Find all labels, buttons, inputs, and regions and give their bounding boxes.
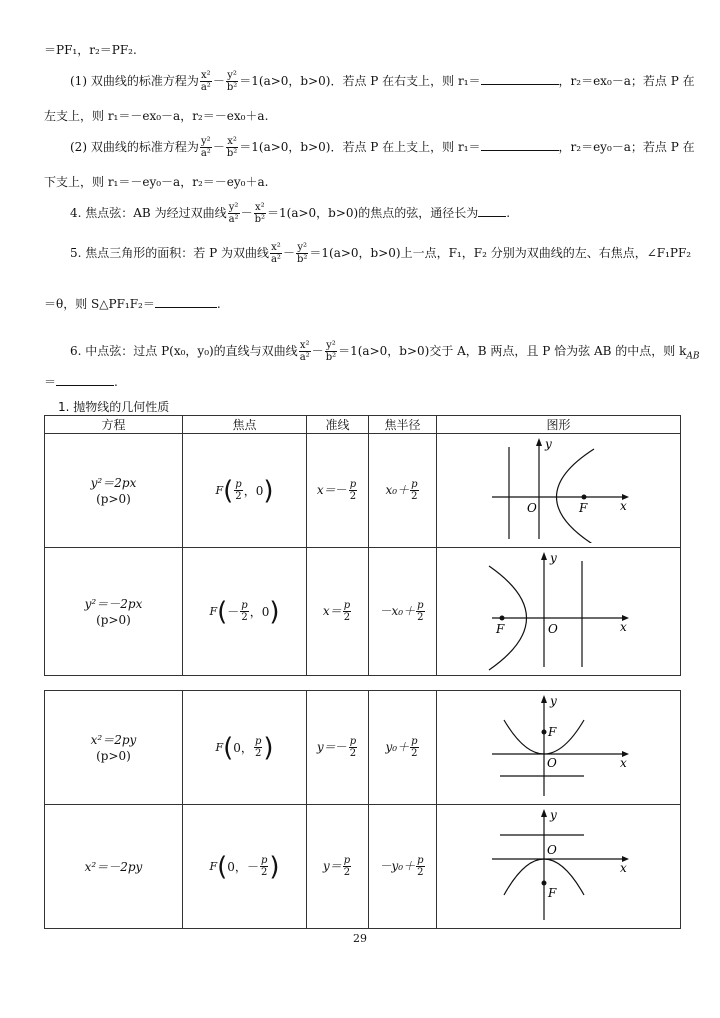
cell-graph [437,548,681,676]
cell-directrix: y＝ $\frac{p}{2}$ [307,805,369,929]
table-row [45,805,681,929]
midpoint-chord: 6. 中点弦：过点 P(x₀，y₀)的直线与双曲线 $\frac{\text{x²}}{\text{a²}}$ － $\frac{\text{y²}}{\text{b²}}$ ＝1(a>0，b>0)交于 A，B 两点，且 P 恰为弦 AB 的中点，则 $k_{AB}$ [70,340,700,363]
origin-label: O [547,622,558,636]
origin-label: O [546,843,557,857]
header-equation: 方程 [45,416,183,434]
y-axis-label: y [549,551,557,565]
origin-label: O [546,756,557,770]
parabola-graph-up [484,692,634,800]
section-title: 1. 抛物线的几何性质 [58,400,170,414]
parabola-graph-left [484,549,634,671]
text-line: ＝ . [44,375,118,389]
cell-focal-radius: y₀＋ $\frac{p}{2}$ [369,691,437,805]
y-axis-arrow [541,552,547,560]
x-axis-label: x [619,620,627,634]
fraction: $\frac{\text{y²}}{\text{b²}}$ [296,242,308,265]
answer-blank[interactable] [56,373,114,386]
hyperbola-radius-2: (2) 双曲线的标准方程为 $\frac{\text{y²}}{\text{a²}}$ － $\frac{\text{x²}}{\text{b²}}$ ＝1(a>0，b>0)．若点 P 在上支上，则 r₁＝ ，r₂＝ey₀－a；若点 P 在 [70,136,695,159]
focus-point [499,616,504,621]
cell-graph [437,691,681,805]
answer-blank[interactable] [481,138,559,151]
text-line: 左支上，则 r₁＝－ex₀－a，r₂＝－ex₀＋a. [44,109,269,123]
cell-equation: y²＝－2px (p>0) [45,548,183,676]
cell-focus: F ( 0 ， － $\frac{p}{2}$ ) [183,805,307,929]
parabola-graph-down [484,806,634,924]
cell-equation: x²＝－2py [45,805,183,929]
cell-equation: y²＝2px (p>0) [45,434,183,548]
cell-focus: F ( － $\frac{p}{2}$ ， 0 ) [183,548,307,676]
parabola-graph-right [484,435,634,543]
table-row [45,691,681,805]
header-graph: 图形 [437,416,681,434]
fraction: $\frac{\text{x²}}{\text{b²}}$ [254,202,265,225]
focus-label: F [578,501,587,515]
text-line: ＝θ，则 S△PF₁F₂＝ . [44,297,221,311]
answer-blank[interactable] [478,204,506,217]
cell-graph [437,805,681,929]
parabola-table-1 [44,415,681,676]
y-axis-arrow [541,809,547,817]
header-directrix: 准线 [307,416,369,434]
cell-focal-radius: x₀＋ $\frac{p}{2}$ [369,434,437,548]
focus-point [541,730,546,735]
focus-label: F [495,622,504,636]
fraction: $\frac{\text{y²}}{\text{b²}}$ [226,70,238,93]
answer-blank[interactable] [155,295,217,308]
fraction: $\frac{\text{y²}}{\text{a²}}$ [228,202,239,225]
cell-equation: x²＝2py (p>0) [45,691,183,805]
table-row [45,548,681,676]
parabola-curve [556,449,594,543]
hyperbola-radius-1: (1) 双曲线的标准方程为 $\frac{\text{x²}}{\text{a²}}$ － $\frac{\text{y²}}{\text{b²}}$ ＝1(a>0，b>0)．若点 P 在右支上，则 r₁＝ ，r₂＝ex₀－a；若点 P 在 [70,70,695,93]
origin-label: O [526,501,537,515]
page-number: 29 [353,932,367,945]
x-axis-label: x [619,499,627,513]
table-row [45,434,681,548]
answer-blank[interactable] [481,72,559,85]
fraction: $\frac{\text{x²}}{\text{a²}}$ [270,242,281,265]
fraction: $\frac{\text{y²}}{\text{a²}}$ [200,136,211,159]
table-header-row [45,416,681,434]
fraction: $\frac{\text{x²}}{\text{a²}}$ [299,340,310,363]
focus-point [541,881,546,886]
cell-focus: F ( $\frac{p}{2}$ ， 0 ) [183,434,307,548]
x-axis-label: x [619,756,627,770]
fraction: $\frac{\text{x²}}{\text{b²}}$ [226,136,238,159]
focal-triangle: 5. 焦点三角形的面积：若 P 为双曲线 $\frac{\text{x²}}{\text{a²}}$ － $\frac{\text{y²}}{\text{b²}}$ ＝1(a>0，b>0)上一点，F₁，F₂ 分别为双曲线的左、右焦点，∠F₁PF₂ [70,242,692,265]
focus-label: F [547,886,556,900]
y-axis-label: y [544,437,552,451]
y-axis-label: y [549,694,557,708]
header-focal-radius: 焦半径 [369,416,437,434]
cell-focal-radius: －y₀＋ $\frac{p}{2}$ [369,805,437,929]
focal-chord: 4. 焦点弦：AB 为经过双曲线 $\frac{\text{y²}}{\text{a²}}$ － $\frac{\text{x²}}{\text{b²}}$ ＝1(a>0，b>0)的焦点的弦，通径长为 . [70,202,511,225]
cell-directrix: x＝ $\frac{p}{2}$ [307,548,369,676]
text-line: 下支上，则 r₁＝－ey₀－a，r₂＝－ey₀＋a. [44,175,269,189]
y-axis-label: y [549,808,557,822]
header-focus: 焦点 [183,416,307,434]
cell-directrix: x＝－ $\frac{p}{2}$ [307,434,369,548]
x-axis-label: x [619,861,627,875]
focus-label: F [547,725,556,739]
cell-directrix: y＝－ $\frac{p}{2}$ [307,691,369,805]
y-axis-arrow [541,695,547,703]
fraction: $\frac{\text{x²}}{\text{a²}}$ [200,70,211,93]
text-line-0: ＝PF₁，r₂＝PF₂. [44,43,137,57]
parabola-table-2 [44,690,681,929]
fraction: $\frac{\text{y²}}{\text{b²}}$ [325,340,337,363]
cell-focal-radius: －x₀＋ $\frac{p}{2}$ [369,548,437,676]
cell-focus: F ( 0 ， $\frac{p}{2}$ ) [183,691,307,805]
focus-point [581,495,586,500]
y-axis-arrow [536,438,542,446]
cell-graph [437,434,681,548]
